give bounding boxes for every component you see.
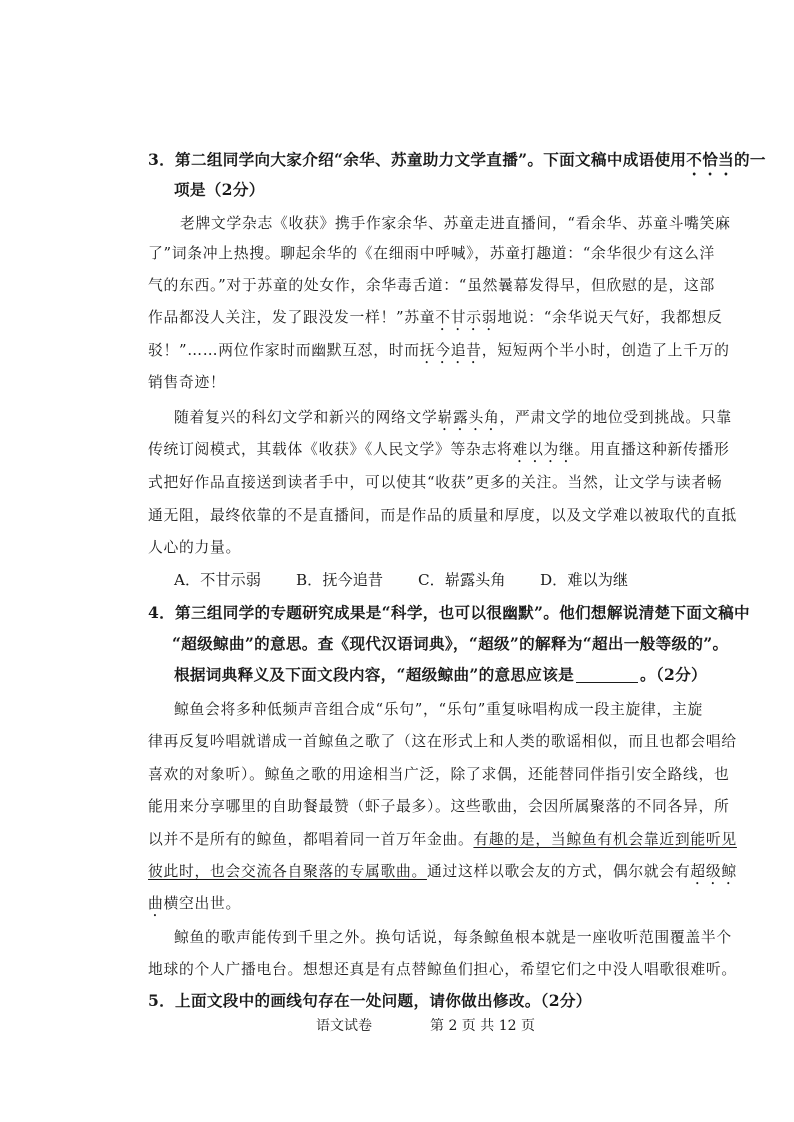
- q3-p1-line2: 了”词条冲上热搜。聊起余华的《在细雨中呼喊》，苏童打趣道：“余华很少有这么洋: [148, 245, 716, 262]
- q3-p1-line1: 老牌文学杂志《收获》携手作家余华、苏童走进直播间，“看余华、苏童斗嘴笑麻: [180, 215, 731, 232]
- q3-idiom-fujinzhuixi: 抚今追昔: [419, 342, 482, 359]
- q3-stem-a: 3．第二组同学向大家介绍“余华、苏童助力文学直播”。下面文稿中成语使用: [148, 150, 687, 169]
- q3-p2-line4: 通无阻，最终依靠的不是直播间，而是作品的质量和厚度，以及文学难以被取代的直抵: [148, 507, 737, 524]
- q3-p1-l4-c: 地说：“余华说天气好，我都想反: [497, 309, 723, 326]
- q4-p1-line6: [148, 862, 737, 888]
- footer-page-number: 第 2 页 共 12 页: [430, 1018, 535, 1034]
- q3-idiom-nanyiweiji: 难以为继: [512, 441, 575, 458]
- q5-stem: 5．上面文段中的画线句存在一处问题，请你做出修改。（2分）: [148, 991, 592, 1010]
- q4-p1-line1: 鲸鱼会将多种低频声音组合成“乐句”，“乐句”重复咏唱构成一段主旋律，主旋: [174, 701, 703, 718]
- q3-option-a: A．不甘示弱: [174, 571, 261, 589]
- q3-p2-line3: 式把好作品直接送到读者手中，可以使其“收获”更多的关注。当然，让文学与读者畅: [148, 474, 723, 491]
- q3-option-c: C．崭露头角: [418, 571, 506, 589]
- q3-p2-line1: [174, 408, 732, 434]
- q4-stem-line3: [174, 665, 707, 685]
- q3-p2-l2-c: 。用直播这种新传播形: [574, 441, 730, 458]
- q3-p1-l5-c: ，短短两个半小时，创造了上千万的: [481, 342, 730, 359]
- q3-p2-l1-a: 随着复兴的科幻文学和新兴的网络文学: [174, 409, 438, 426]
- q4-stem-tail: 。（2分）: [640, 665, 707, 684]
- q4-p1-l6-rest: 通过这样以歌会友的方式，偶尔就会有: [426, 863, 691, 880]
- q3-p1-line4: [148, 308, 722, 334]
- q3-p1-line6: 销售奇迹！: [148, 374, 226, 391]
- q3-p2-line5: 人心的力量。: [148, 539, 241, 556]
- q4-p1-line5: [148, 830, 737, 850]
- q3-p1-l5-a: 驳！”……两位作家时而幽默互怼，时而: [148, 342, 420, 359]
- q4-term-qu: 曲: [148, 895, 164, 912]
- q3-p1-l4-a: 作品都没人关注，发了跟没发一样！”苏童: [148, 309, 436, 326]
- q4-p1-l7-rest: 横空出世。: [163, 895, 241, 912]
- q3-stem-line2: 项是（2分）: [174, 180, 265, 199]
- q3-p2-line2: [148, 440, 730, 466]
- q3-idiom-buganshiruo: 不甘示弱: [435, 309, 498, 326]
- q3-p2-l2-a: 传统订阅模式，其载体《收获》《人民文学》等杂志将: [148, 441, 513, 458]
- q3-option-b: B．抚今追昔: [296, 571, 384, 589]
- q4-stem-l3-text: 根据词典释义及下面文段内容，“超级鲸曲”的意思应该是: [174, 665, 574, 684]
- q3-stem-line1: [148, 150, 766, 179]
- q3-option-d: D．难以为继: [540, 571, 629, 589]
- q4-answer-blank[interactable]: [576, 666, 638, 683]
- q4-p1-line2: 律再反复吟唱就谱成一首鲸鱼之歌了（这在形式上和人类的歌谣相似，而且也都会唱给: [148, 733, 737, 750]
- q3-p1-line3: 气的东西。”对于苏童的处女作，余华毒舌道：“虽然曩幕发得早，但欣慰的是，这部: [148, 277, 716, 294]
- q4-underlined-sentence-part2: 彼此时，也会交流各自聚落的专属歌曲。: [148, 863, 427, 880]
- q3-idiom-zhanlutoujiao: 崭露头角: [437, 409, 500, 426]
- q3-p1-line5: [148, 341, 730, 367]
- q4-p1-l5-text: 以并不是所有的鲸鱼，都唱着同一首万年金曲。: [148, 831, 474, 848]
- q3-p2-l1-c: ，严肃文学的地位受到挑战。只靠: [499, 409, 732, 426]
- q4-p1-line7: [148, 894, 241, 920]
- q4-p2-line1: 鲸鱼的歌声能传到千里之外。换句话说，每条鲸鱼根本就是一座收听范围覆盖半个: [174, 929, 732, 946]
- q4-p1-line4: 能用来分享哪里的自助餐最赞（虾子最多）。这些歌曲，会因所属聚落的不同各异，所: [148, 798, 730, 815]
- q3-stem-c: 的一: [733, 150, 766, 169]
- q4-underlined-sentence-part1: 有趣的是，当鲸鱼有机会靠近到能听见: [473, 831, 737, 848]
- q3-stem-emphasis: 不恰当: [686, 150, 734, 169]
- q4-stem-line2: “超级鲸曲”的意思。查《现代汉语词典》，“超级”的解释为“超出一般等级的”。: [172, 634, 729, 653]
- q4-term-chaojijing: 超级鲸: [690, 863, 737, 880]
- q4-p2-line2: 地球的个人广播电台。想想还真是有点替鲸鱼们担心，希望它们之中没人唱歌很难听。: [148, 961, 737, 978]
- q4-stem-line1: 4．第三组同学的专题研究成果是“科学，也可以很幽默”。他们想解说清楚下面文稿中: [148, 603, 750, 622]
- q4-p1-line3: 喜欢的对象听）。鲸鱼之歌的用途相当广泛，除了求偶，还能替同伴指引安全路线，也: [148, 766, 730, 783]
- footer-subject: 语文试卷: [316, 1018, 372, 1034]
